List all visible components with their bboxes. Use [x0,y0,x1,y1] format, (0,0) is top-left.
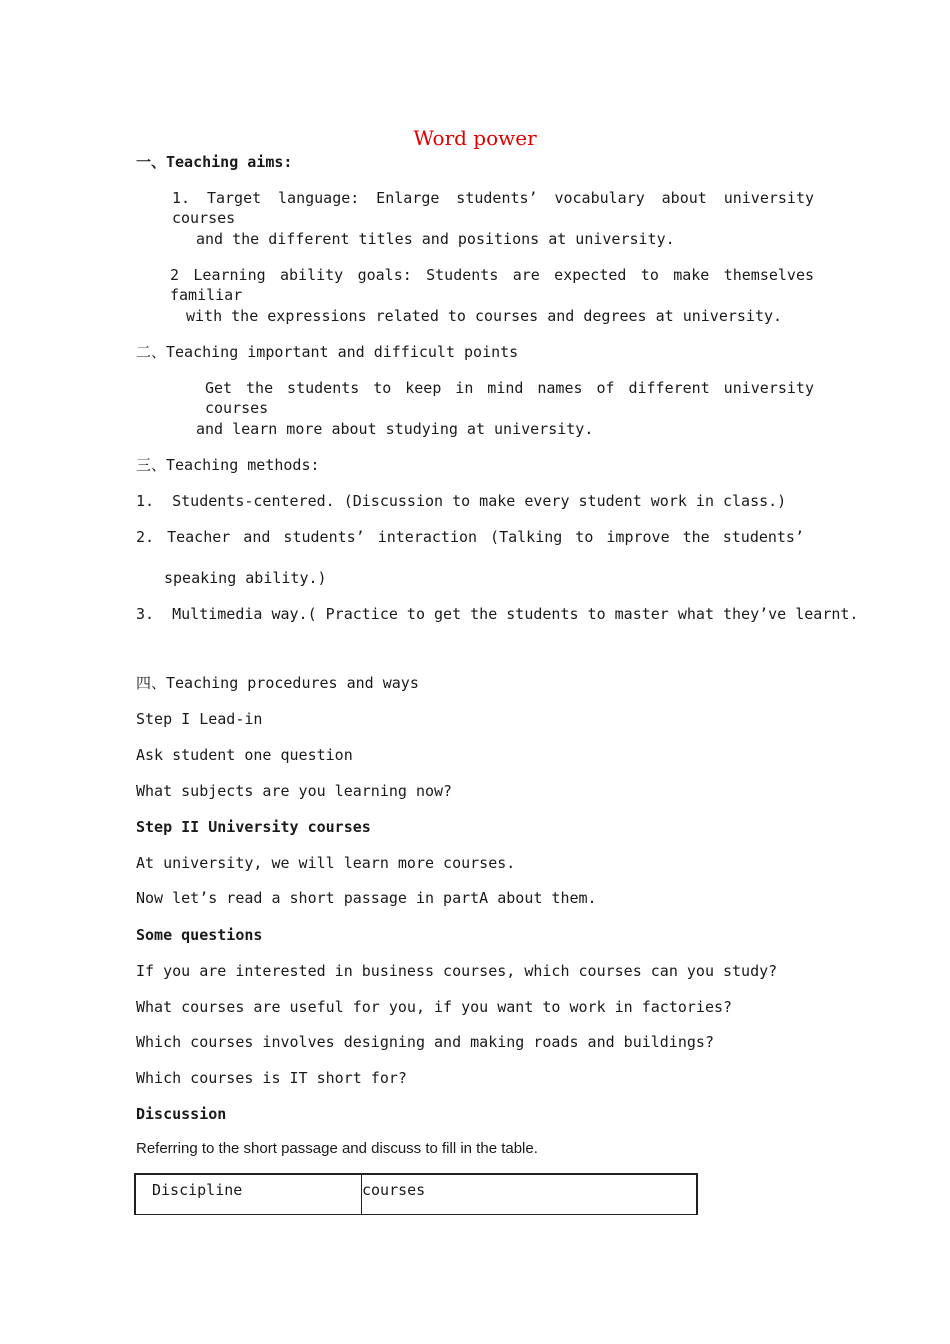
document-title: Word power [413,126,537,150]
points-line-1: Get the students to keep in mind names of different university courses [205,379,814,417]
procedures-heading: 四、Teaching procedures and ways [136,674,419,692]
aim-1-line-1: 1. Target language: Enlarge students’ vocabulary about university courses [172,189,814,227]
method-2-line-1: 2. Teacher and students’ interaction (Talking to improve the students’ [136,528,804,546]
methods-heading: 三、Teaching methods: [136,456,320,474]
discussion-heading: Discussion [136,1105,227,1123]
ask-question-text: Ask student one question [136,746,353,764]
points-heading: 二、Teaching important and difficult points [136,343,519,361]
question-3: Which courses involves designing and making roads and buildings? [136,1033,714,1051]
aim-2-line-1: 2 Learning ability goals: Students are expected to make themselves familiar [170,266,814,304]
header-discipline: Discipline [135,1174,362,1215]
subjects-question: What subjects are you learning now? [136,782,453,800]
question-4: Which courses is IT short for? [136,1069,407,1087]
points-line-2: and learn more about studying at university. [196,420,594,438]
header-courses: courses [362,1174,698,1215]
some-questions-heading: Some questions [136,926,263,944]
table-header-row [135,1174,697,1215]
question-2: What courses are useful for you, if you want to work in factories? [136,998,733,1016]
method-2-line-2: speaking ability.) [164,569,327,587]
aim-2-line-2: with the expressions related to courses and degrees at university. [186,307,783,325]
step-1-heading: Step I Lead-in [136,710,263,728]
read-passage-text: Now let’s read a short passage in partA about them. [136,889,597,907]
aim-1-line-2: and the different titles and positions at university. [196,230,675,248]
discipline-courses-table [134,1173,698,1215]
method-3: 3. Multimedia way.( Practice to get the students to master what they’ve learnt. [136,605,859,623]
table-instruction: Referring to the short passage and discuss to fill in the table. [136,1140,538,1157]
at-university-text: At university, we will learn more courses. [136,854,516,872]
aims-heading: 一、Teaching aims: [136,153,293,171]
method-1: 1. Students-centered. (Discussion to make every student work in class.) [136,492,787,510]
question-1: If you are interested in business courses, which courses can you study? [136,962,778,980]
step-2-heading: Step II University courses [136,818,371,836]
